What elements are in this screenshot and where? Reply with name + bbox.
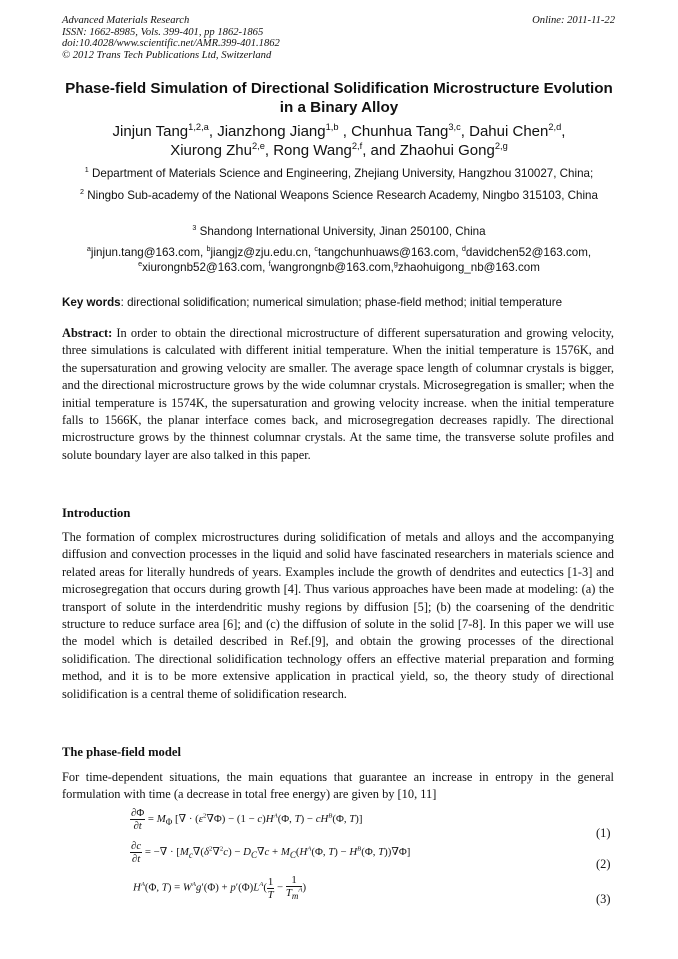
equation-3-number: (3): [596, 892, 611, 906]
email[interactable]: jiangjz@zju.edu.cn,: [210, 246, 315, 259]
abstract-label: Abstract:: [62, 326, 113, 340]
phase-field-text: For time-dependent situations, the main equations that guarantee an increase in entropy in the general formulation with time (a decrease in total free energy) are given by [10, 11]: [62, 770, 614, 802]
affiliation-3: $^3$ Shandong International University, Jinan 250100, China: [192, 223, 486, 238]
author-list: [62, 122, 616, 160]
email-list: $^a$jinjun.tang@163.com, $^b$jiangjz@zju.edu.cn, $^c$tangchunhuaws@163.com, $^d$davidchen52@163.com, $^e$xiurongnb52@163.com, $^f$wangrongnb@163.com,$^g$zhaohuigong_nb@163.com: [86, 244, 592, 274]
issn-line: ISSN: 1662-8985, Vols. 399-401, pp 1862-1865: [62, 26, 264, 38]
author: Dahui Chen$^{2,d}$,: [469, 122, 566, 140]
email[interactable]: jinjun.tang@163.com,: [90, 246, 207, 259]
abstract: [62, 325, 614, 464]
author: Chunhua Tang$^{3,c}$,: [351, 122, 470, 140]
affiliation-2: $^2$ Ningbo Sub-academy of the National Weapons Science Research Academy, Ningbo 315103, China: [80, 187, 598, 202]
phase-field-heading: The phase-field model: [62, 745, 181, 759]
online-date: Online: 2011-11-22: [532, 15, 615, 26]
equation-2: $\frac{\partial c}{\partial t}$ = −∇ · [$M_c\nabla(\delta^2\nabla^2c) - D_C\nabla c + M_C(H^A(\Phi$, $T) - H^B(\Phi$, T))∇Φ]: [131, 840, 411, 865]
doi-line: doi:10.4028/www.scientific.net/AMR.399-401.1862: [62, 38, 280, 50]
email[interactable]: wangrongnb@163.com,: [270, 260, 394, 274]
equation-3: $H^A(\Phi$, $T) = W^Ag'(\Phi) + p'(\Phi)L^A$( $\frac{1}{T}$ − $\frac{1}{T_m^A}$ ): [133, 874, 307, 902]
email[interactable]: davidchen52@163.com,: [465, 246, 592, 259]
author: Rong Wang$^{2,f}$, and: [273, 141, 400, 159]
author: Jianzhong Jiang$^{1,b}$ ,: [217, 122, 352, 140]
affiliation-1: $^1$ Department of Materials Science and Engineering, Zhejiang University, Hangzhou 310027, China;: [84, 165, 594, 180]
equation-2-number: (2): [596, 857, 611, 871]
author: Zhaohui Gong$^{2,g}$: [399, 141, 508, 159]
keywords-label: Key words: [62, 296, 121, 309]
keywords-text: : directional solidification; numerical simulation; phase-field method; initial temperature: [120, 296, 563, 309]
email[interactable]: xiurongnb52@163.com,: [142, 260, 269, 274]
equation-1-number: (1): [596, 826, 611, 840]
header-info: [62, 15, 280, 61]
author: Jinjun Tang$^{1,2,a}$,: [112, 122, 218, 140]
paper-title: Phase-field Simulation of Directional Solidification Microstructure Evolution in a Binary Alloy: [65, 80, 613, 116]
equation-1: $\frac{\partial\Phi}{\partial t}$ = $M_\Phi$ [∇ · $(\varepsilon^2\nabla\Phi) - (1 - c)H^A(\Phi$, $T) - cH^B(\Phi$, T)]: [131, 807, 363, 832]
author: Xiurong Zhu$^{2,e}$,: [170, 141, 274, 159]
email[interactable]: tangchunhuaws@163.com,: [317, 246, 462, 259]
copyright-line: © 2012 Trans Tech Publications Ltd, Switzerland: [62, 49, 272, 61]
abstract-text: In order to obtain the directional microstructure of different supersaturation and growing velocity, three simulations is calculated with different initial temperature. When the initial temperature is 1576K, and the supersaturation and growing velocity are smaller. The average space length of columnar crystals is bigger, and the directional microstructure grows by the wide columnar crystals. Microsegregation is smaller; when the initial temperature is 1574K, the supersaturation and growing velocity increase. when the initial temperature falls to 1566K, the planar interface comes back, and microsegregation decreases rapidly. The directional microstructure grows by the thinnest columnar crystals. At the same time, the transverse solute profiles and solute boundary layer are also talked in this paper.: [62, 326, 614, 462]
introduction-heading: Introduction: [62, 506, 131, 520]
email[interactable]: zhaohuigong_nb@163.com: [397, 260, 540, 274]
introduction-text: The formation of complex microstructures during solidification of metals and alloys and the accompanying diffusion and convection processes in the liquid and solid have fascinated researchers in materials science and related areas for literally hundreds of years. Examples include the growth of dendrites and eutectics [1-3] and microsegregation that occurs during growth [4]. Thus various approaches have been made at modeling: (a) the transport of solute in the interdendritic mushy regions by diffusion [5]; (b) the coarsening of the dendritic structure to reduce surface area [6]; and (c) the diffusion of solute in the solid [7-8]. In this paper we will use the model which is detailed described in Ref.[9], and obtain the growing processes of the directional solidification. The directional solidification technology offers an effective material preparation and forming method, and it is to be more extensive application in practical yield, so, the theory study of directional solidification is a central theme of solidification research.: [62, 530, 614, 701]
journal-name: Advanced Materials Research: [62, 15, 190, 26]
keywords: [62, 295, 616, 310]
